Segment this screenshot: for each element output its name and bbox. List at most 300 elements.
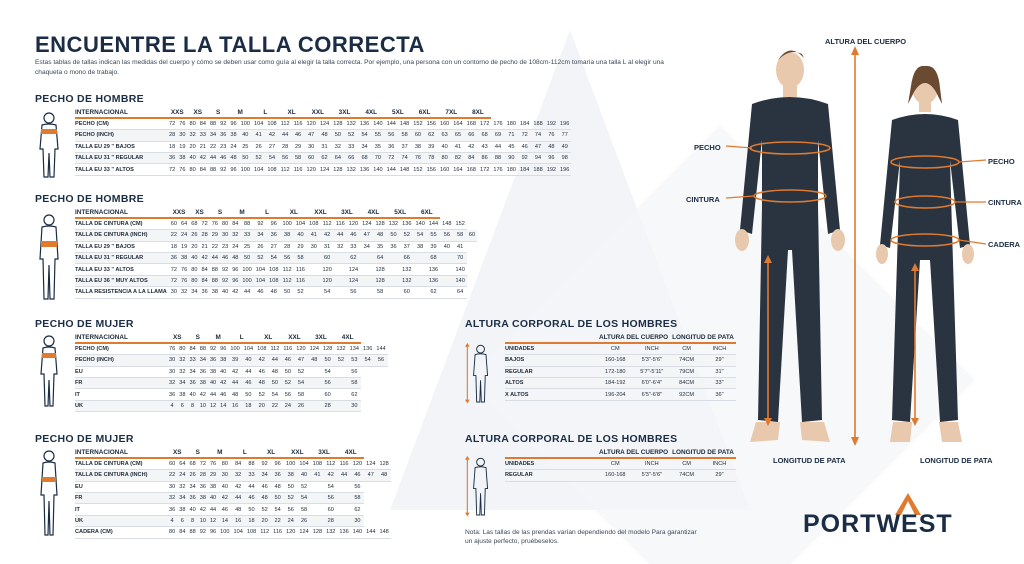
table-cell: 56 xyxy=(284,504,297,515)
table-cell: 22 xyxy=(167,470,177,481)
table-cell: 26 xyxy=(252,141,265,152)
table-cell: 29 xyxy=(210,230,220,241)
table-cell xyxy=(334,287,347,298)
table-cell: 43 xyxy=(478,141,491,152)
table-cell: 120 xyxy=(351,458,364,469)
table-cell: 180 xyxy=(505,118,518,129)
table-cell xyxy=(360,275,373,286)
table-cell: 72 xyxy=(199,218,209,229)
table-cell: 88 xyxy=(198,343,208,354)
table-cell: 58 xyxy=(454,230,467,241)
table-cell: 108 xyxy=(311,458,324,469)
table-cell: 62 xyxy=(351,504,364,515)
table-cell: 54 xyxy=(297,493,310,504)
table-cell xyxy=(308,400,321,411)
table-cell: 22 xyxy=(210,241,220,252)
table-cell: 68 xyxy=(187,458,197,469)
table-cell: 40 xyxy=(218,366,228,377)
table-cell: 46 xyxy=(218,504,231,515)
table-cell: 144 xyxy=(385,118,398,129)
male-model xyxy=(735,50,845,442)
table-cell: 54 xyxy=(321,366,334,377)
table-row xyxy=(75,504,391,515)
table-cell: 136 xyxy=(337,527,350,538)
table-cell: 124 xyxy=(318,164,331,175)
row-label-cell: EU xyxy=(75,481,167,492)
table-cell: 148 xyxy=(398,118,411,129)
table-cell: 42 xyxy=(198,504,208,515)
table-cell: 47 xyxy=(531,141,544,152)
table-cell: 29 xyxy=(292,141,305,152)
table-row xyxy=(75,378,388,389)
table-cell: 192 xyxy=(545,118,558,129)
table-cell: 50 xyxy=(268,378,281,389)
table-cell: 172-180 xyxy=(597,366,634,377)
table-cell: 19 xyxy=(179,241,189,252)
table-cell: 37 xyxy=(400,241,413,252)
row-label-cell: TALLA EU 29 " BAJOS xyxy=(75,241,169,252)
table-cell: 52 xyxy=(254,253,267,264)
table-cell: 72 xyxy=(385,153,398,164)
size-label-cell: 4XL xyxy=(360,207,387,218)
table-row xyxy=(75,515,391,526)
table-cell: 100 xyxy=(280,218,293,229)
table-cell: 172 xyxy=(478,164,491,175)
table-cell: 120 xyxy=(294,343,307,354)
table-cell: 19 xyxy=(177,141,187,152)
table-row xyxy=(75,141,571,152)
table-cell: 96 xyxy=(208,527,218,538)
table-cell: 25 xyxy=(239,141,252,152)
table-cell: 56 xyxy=(279,153,292,164)
table-cell: 96 xyxy=(228,164,238,175)
table-cell: 56 xyxy=(280,253,293,264)
size-label-cell: S xyxy=(187,332,207,343)
table-cell: 128 xyxy=(311,527,324,538)
table-row xyxy=(75,164,571,175)
table-cell: 144 xyxy=(364,527,377,538)
table-cell: 35 xyxy=(371,141,384,152)
table-cell: 52 xyxy=(252,153,265,164)
size-label-cell: 4XL xyxy=(358,107,385,118)
table-cell: 128 xyxy=(377,458,390,469)
table-cell: 44 xyxy=(208,389,218,400)
table-cell: 60 xyxy=(321,389,334,400)
table-cell: 54 xyxy=(413,230,426,241)
table-cell: 74 xyxy=(398,153,411,164)
table-cell: 28 xyxy=(167,130,177,141)
table-cell: 20 xyxy=(187,141,197,152)
table-cell: 31" xyxy=(703,366,736,377)
table-cell: 54 xyxy=(320,287,333,298)
table-cell: 120 xyxy=(347,218,360,229)
table-cell: 32 xyxy=(232,470,245,481)
table-cell: 148 xyxy=(398,164,411,175)
table-cell: 88 xyxy=(240,218,253,229)
table-cell: 112 xyxy=(279,164,292,175)
table-cell: 134 xyxy=(348,343,361,354)
table-cell: 160-168 xyxy=(597,470,634,481)
table-cell xyxy=(311,515,324,526)
table-cell: 140 xyxy=(351,527,364,538)
table-cell: 92 xyxy=(254,218,267,229)
table-cell: 36 xyxy=(187,493,197,504)
table-cell: 76 xyxy=(167,343,177,354)
table-cell: 32 xyxy=(177,355,187,366)
size-label-cell: 3XL xyxy=(331,107,358,118)
table-cell: 36 xyxy=(385,141,398,152)
table-cell: 96 xyxy=(228,118,238,129)
table-cell: 58 xyxy=(373,287,386,298)
table-cell: 72 xyxy=(169,264,179,275)
table-cell: 128 xyxy=(373,264,386,275)
table-cell xyxy=(334,275,347,286)
table-cell: 68 xyxy=(478,130,491,141)
table-cell: 132 xyxy=(324,527,337,538)
table-cell: 124 xyxy=(364,458,377,469)
table-cell: 4 xyxy=(167,400,177,411)
table-row xyxy=(75,527,391,538)
table-cell: 35 xyxy=(373,241,386,252)
table-cell: 68 xyxy=(358,153,371,164)
table-cell: 56 xyxy=(348,366,361,377)
table-cell: 148 xyxy=(440,218,453,229)
table-cell: 188 xyxy=(531,164,544,175)
table-cell: 48 xyxy=(268,366,281,377)
table-cell: 132 xyxy=(400,275,413,286)
table-cell: 10 xyxy=(198,400,208,411)
table-cell: 84 xyxy=(198,118,208,129)
table-cell: 50 xyxy=(239,153,252,164)
label-chest-female: PECHO xyxy=(988,157,1015,166)
table-cell: 22 xyxy=(169,230,179,241)
table-cell: 34 xyxy=(360,241,373,252)
table-row xyxy=(75,264,477,275)
table-cell: 74CM xyxy=(670,355,703,366)
table-cell: 112 xyxy=(324,458,337,469)
table-cell xyxy=(337,515,350,526)
table-cell: 72 xyxy=(169,275,179,286)
table-cell: 48 xyxy=(258,493,271,504)
table-row xyxy=(75,355,388,366)
table-cell: 24 xyxy=(230,241,240,252)
size-table xyxy=(75,447,391,539)
table-cell: INCH xyxy=(634,343,671,354)
table-cell: 192 xyxy=(545,164,558,175)
table-cell xyxy=(413,264,426,275)
table-cell: 52 xyxy=(284,493,297,504)
table-cell: 56 xyxy=(324,493,337,504)
table-cell: 30 xyxy=(220,230,230,241)
table-cell: 40 xyxy=(438,141,451,152)
table-cell: 152 xyxy=(411,164,424,175)
table-cell: 40 xyxy=(208,378,218,389)
table-cell: 80 xyxy=(187,118,197,129)
table-cell: CM xyxy=(597,458,634,469)
table-row xyxy=(75,218,477,229)
table-row xyxy=(75,253,477,264)
table-cell: 36 xyxy=(167,153,177,164)
table-cell: 62 xyxy=(347,253,360,264)
table-cell: 38 xyxy=(208,366,218,377)
models-illustration xyxy=(690,30,1024,500)
table-cell: 38 xyxy=(284,470,297,481)
table-cell: 128 xyxy=(373,218,386,229)
table-cell: 120 xyxy=(305,164,318,175)
size-label-cell: 4XL xyxy=(334,332,361,343)
table-cell: CM xyxy=(670,343,703,354)
row-label-cell: TALLA DE CINTURA (CM) xyxy=(75,218,169,229)
size-label-cell: XL xyxy=(255,332,281,343)
label-hip-female: CADERA xyxy=(988,240,1021,249)
size-label-cell: 4XL xyxy=(337,447,364,458)
table-cell: 50 xyxy=(280,287,293,298)
table-cell: 8 xyxy=(187,400,197,411)
table-cell: 47 xyxy=(305,130,318,141)
table-cell: 47 xyxy=(364,470,377,481)
table-cell: 63 xyxy=(438,130,451,141)
table-cell: 80 xyxy=(167,527,177,538)
table-cell: 20 xyxy=(189,241,199,252)
table-cell: 10 xyxy=(198,515,208,526)
size-table xyxy=(75,207,477,299)
table-cell: 136 xyxy=(361,343,374,354)
table-cell: 104 xyxy=(254,275,267,286)
table-cell: 58 xyxy=(348,378,361,389)
table-cell: 32 xyxy=(179,287,189,298)
table-cell: 33 xyxy=(198,130,208,141)
table-cell: 50 xyxy=(321,355,334,366)
table-cell: 26 xyxy=(297,515,310,526)
table-cell: 108 xyxy=(267,275,280,286)
table-cell: 31 xyxy=(320,241,333,252)
table-cell: 32 xyxy=(177,366,187,377)
table-cell: 58 xyxy=(294,389,307,400)
table-cell: 38 xyxy=(198,493,208,504)
table-cell: 82 xyxy=(451,153,464,164)
size-label-cell: L xyxy=(252,107,279,118)
table-cell: 42 xyxy=(218,378,228,389)
table-cell xyxy=(387,253,400,264)
table-cell: 48 xyxy=(228,153,238,164)
table-header-cell: ALTURA DEL CUERPO xyxy=(597,332,670,343)
table-cell: 54 xyxy=(361,355,374,366)
table-cell: 104 xyxy=(297,458,310,469)
table-cell: 58 xyxy=(398,130,411,141)
table-cell: 40 xyxy=(239,130,252,141)
table-header-row xyxy=(75,332,388,343)
size-label-cell: 6XL xyxy=(411,107,438,118)
table-cell: 20 xyxy=(255,400,268,411)
table-cell: 74CM xyxy=(670,470,703,481)
table-cell: 86 xyxy=(478,153,491,164)
table-cell: 26 xyxy=(189,230,199,241)
table-cell xyxy=(307,287,320,298)
size-label-cell: 5XL xyxy=(387,207,414,218)
table-cell: 64 xyxy=(331,153,344,164)
size-label-cell: XL xyxy=(280,207,307,218)
table-cell: 60 xyxy=(320,253,333,264)
table-cell xyxy=(311,504,324,515)
size-label-cell: XXL xyxy=(307,207,334,218)
table-cell: 56 xyxy=(440,230,453,241)
row-label-cell: TALLA DE CINTURA (INCH) xyxy=(75,470,167,481)
table-cell: 31 xyxy=(318,141,331,152)
table-cell: 116 xyxy=(294,264,307,275)
table-cell: 34 xyxy=(208,130,218,141)
table-cell xyxy=(311,481,324,492)
table-header-cell: ALTURA DEL CUERPO xyxy=(597,447,670,458)
table-cell: 100 xyxy=(240,264,253,275)
size-label-cell: 8XL xyxy=(465,107,492,118)
table-cell xyxy=(334,378,347,389)
table-cell: 79CM xyxy=(670,366,703,377)
row-label-cell: TALLA EU 31 " REGULAR xyxy=(75,253,169,264)
table-cell: 112 xyxy=(279,118,292,129)
table-header-row xyxy=(75,447,391,458)
table-cell: 36" xyxy=(703,389,736,400)
table-cell: 68 xyxy=(189,218,199,229)
table-cell: 104 xyxy=(252,164,265,175)
table-cell: 66 xyxy=(465,130,478,141)
table-cell: 46 xyxy=(347,230,360,241)
table-cell: 52 xyxy=(258,504,271,515)
size-label-cell: 3XL xyxy=(334,207,360,218)
table-cell: 160-168 xyxy=(597,355,634,366)
table-cell xyxy=(413,275,426,286)
table-cell: 88 xyxy=(210,275,220,286)
size-table xyxy=(75,332,388,412)
table-cell xyxy=(387,287,400,298)
table-cell: 22 xyxy=(271,515,284,526)
table-cell: 26 xyxy=(187,470,197,481)
table-row xyxy=(75,275,477,286)
table-cell: 42 xyxy=(232,481,245,492)
table-cell: 120 xyxy=(320,264,333,275)
section-title: PECHO DE MUJER xyxy=(35,318,134,330)
table-cell: 88 xyxy=(245,458,258,469)
table-cell: 5'7"-5'11" xyxy=(634,366,671,377)
table-cell: 12 xyxy=(208,400,218,411)
table-cell: 23 xyxy=(220,241,230,252)
table-cell: 104 xyxy=(232,527,245,538)
table-cell: 44 xyxy=(334,230,347,241)
table-cell: 36 xyxy=(198,481,208,492)
table-cell: 108 xyxy=(307,218,320,229)
table-row xyxy=(75,493,391,504)
table-cell: 68 xyxy=(427,253,440,264)
table-cell: 56 xyxy=(321,378,334,389)
table-cell: 42 xyxy=(255,355,268,366)
table-cell: 92 xyxy=(218,118,228,129)
table-cell: 128 xyxy=(331,118,344,129)
table-cell: 48 xyxy=(271,481,284,492)
table-cell: 38 xyxy=(280,230,293,241)
table-cell: 41 xyxy=(454,241,467,252)
table-cell: 44 xyxy=(210,253,220,264)
female-model xyxy=(876,66,974,442)
size-label-cell: XXS xyxy=(169,207,189,218)
table-row xyxy=(75,400,388,411)
table-cell: 92CM xyxy=(670,389,703,400)
table-cell: 36 xyxy=(167,504,177,515)
table-cell: INCH xyxy=(634,458,671,469)
size-label-cell: S xyxy=(210,207,230,218)
table-cell: 26 xyxy=(254,241,267,252)
table-cell xyxy=(440,287,453,298)
table-cell xyxy=(307,275,320,286)
table-row xyxy=(75,389,388,400)
table-cell: 184-192 xyxy=(597,378,634,389)
row-label-cell: TALLA EU 36 " MUY ALTOS xyxy=(75,275,169,286)
table-cell: 52 xyxy=(281,378,294,389)
table-cell xyxy=(307,264,320,275)
table-cell: 28 xyxy=(321,400,334,411)
table-cell xyxy=(334,264,347,275)
label-chest-male: PECHO xyxy=(694,143,721,152)
table-cell: 29 xyxy=(208,470,218,481)
section-title: PECHO DE MUJER xyxy=(35,433,134,445)
table-cell: 116 xyxy=(271,527,284,538)
table-cell: 80 xyxy=(187,164,197,175)
table-row xyxy=(75,153,571,164)
size-label-cell: XL xyxy=(279,107,305,118)
table-cell: 104 xyxy=(254,264,267,275)
table-cell: 77 xyxy=(558,130,571,141)
table-cell: 176 xyxy=(491,164,504,175)
table-cell: 58 xyxy=(294,253,307,264)
row-label-cell: PECHO (CM) xyxy=(75,118,167,129)
table-cell: 116 xyxy=(281,343,294,354)
table-cell: 40 xyxy=(208,493,218,504)
row-label-cell: EU xyxy=(75,366,167,377)
table-cell: 140 xyxy=(454,264,467,275)
table-cell: 112 xyxy=(280,264,293,275)
table-cell: 100 xyxy=(239,118,252,129)
table-cell: 36 xyxy=(187,378,197,389)
table-cell: 44 xyxy=(228,378,241,389)
table-cell xyxy=(308,389,321,400)
table-header-cell: INTERNACIONAL xyxy=(75,107,167,118)
row-label-cell: FR xyxy=(75,493,167,504)
table-cell: 88 xyxy=(491,153,504,164)
table-cell: 60 xyxy=(167,458,177,469)
size-label-cell: XXS xyxy=(167,107,187,118)
table-cell: 84 xyxy=(232,458,245,469)
table-cell: 72 xyxy=(518,130,531,141)
table-cell: INCH xyxy=(703,343,736,354)
table-row xyxy=(75,481,391,492)
table-cell: 6'0"-6'4" xyxy=(634,378,671,389)
table-cell: 168 xyxy=(465,164,478,175)
table-cell: 37 xyxy=(398,141,411,152)
table-cell: 180 xyxy=(505,164,518,175)
table-cell: 28 xyxy=(199,230,209,241)
table-cell: 104 xyxy=(242,343,255,354)
table-cell: 42 xyxy=(218,493,231,504)
table-cell: 60 xyxy=(411,130,424,141)
size-label-cell: 3XL xyxy=(311,447,338,458)
table-cell: 30 xyxy=(177,130,187,141)
table-cell: 42 xyxy=(198,389,208,400)
row-label-cell: UNIDADES xyxy=(505,343,597,354)
table-cell xyxy=(360,253,373,264)
table-cell: 112 xyxy=(280,275,293,286)
table-cell: 92 xyxy=(220,275,230,286)
table-cell: 96 xyxy=(218,343,228,354)
row-label-cell: TALLA EU 31 " REGULAR xyxy=(75,153,167,164)
table-cell: 34 xyxy=(187,481,197,492)
